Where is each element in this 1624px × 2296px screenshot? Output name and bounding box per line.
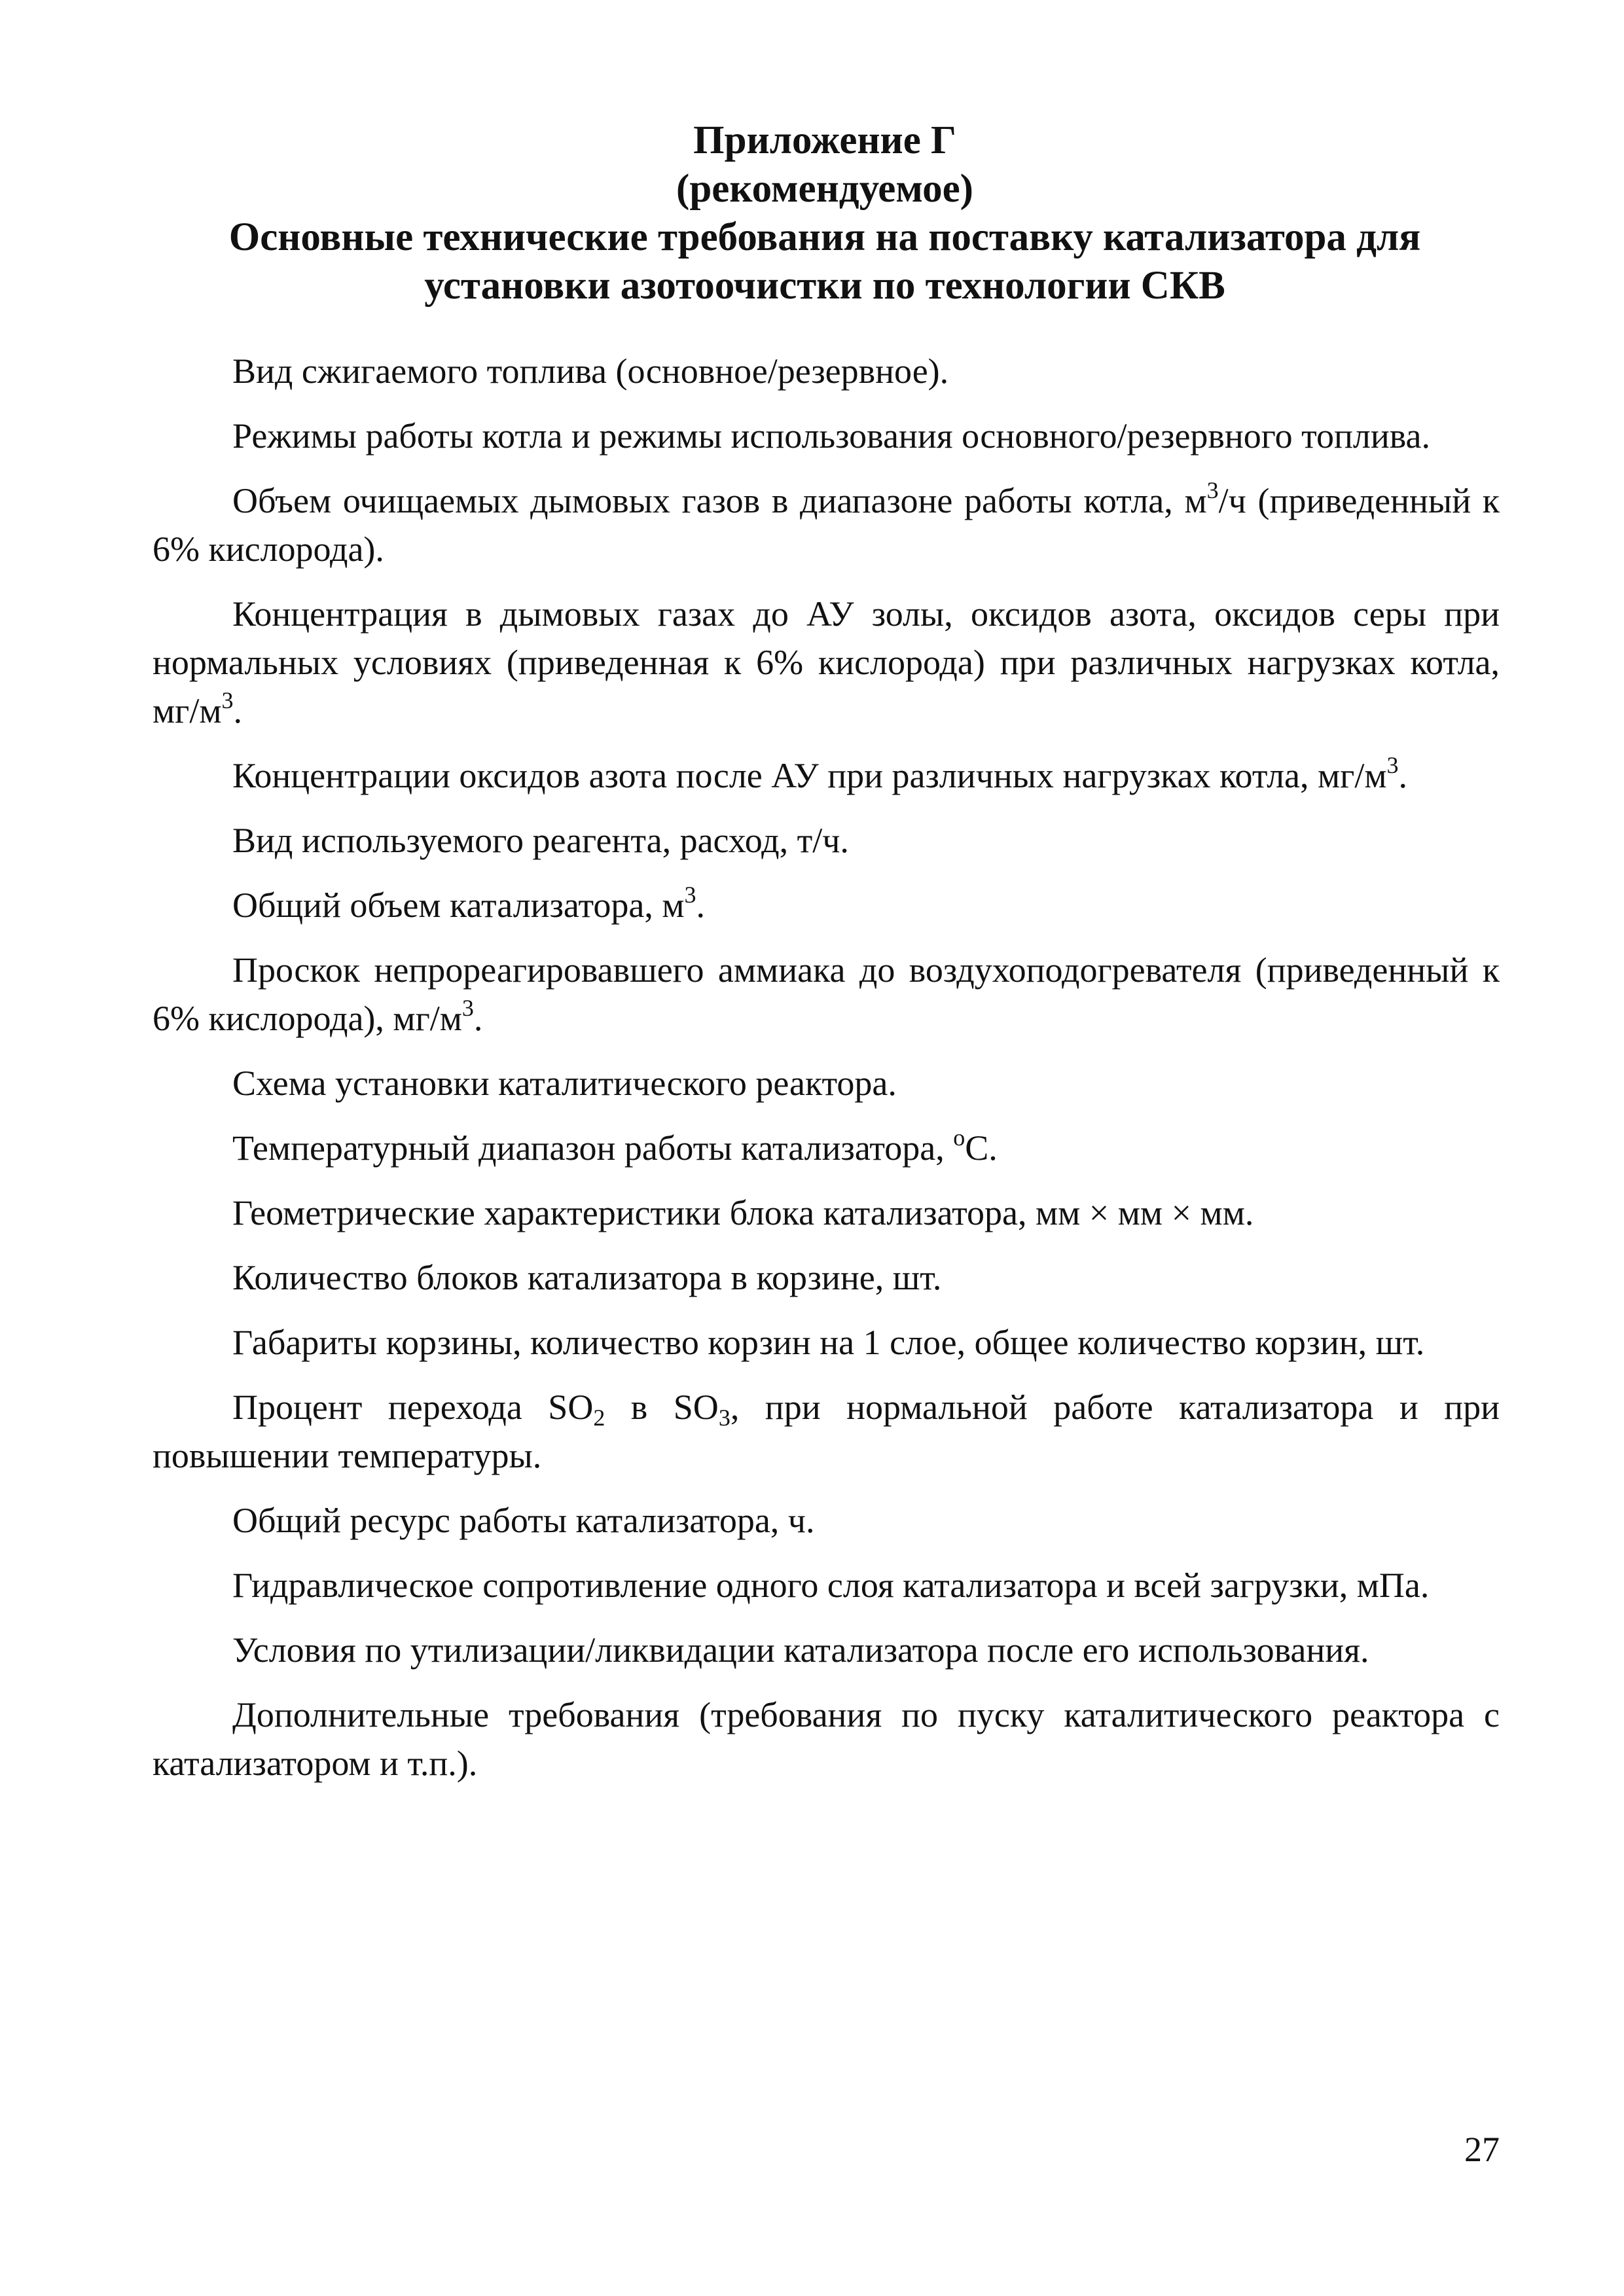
requirement-fuel-type: Вид сжигаемого топлива (основное/резервное). <box>232 351 949 391</box>
requirement-outlet-nox: Концентрации оксидов азота после АУ при различных нагрузках котла, $мг/м^3$. <box>232 752 1407 795</box>
requirements-list <box>153 347 1500 1804</box>
appendix-status: (рекомендуемое) <box>676 167 973 211</box>
requirement-reagent: Вид используемого реагента, расход, т/ч. <box>232 821 849 860</box>
requirement-inlet-concentration: Концентрация в дымовых газах до АУ золы, оксидов азота, оксидов серы при нормальных условиях (приведенная к 6% кислорода) при различных нагрузках котла, $мг/м^3$. <box>153 594 1500 730</box>
requirement-flue-gas-volume: Объем очищаемых дымовых газов в диапазоне работы котла, $м^3/ч$ (приведенный к 6% кислорода). <box>153 477 1500 569</box>
appendix-heading <box>151 117 1499 310</box>
requirement-additional: Дополнительные требования (требования по пуску каталитического реактора с катализатором и т.п.). <box>153 1695 1500 1783</box>
requirement-catalyst-volume: Общий объем катализатора, $м^3$. <box>232 882 706 925</box>
requirement-reactor-scheme: Схема установки каталитического реактора. <box>232 1064 897 1103</box>
requirement-boiler-modes: Режимы работы котла и режимы использования основного/резервного топлива. <box>232 416 1430 456</box>
requirement-block-geometry: Геометрические характеристики блока катализатора, мм × мм × мм. <box>232 1193 1254 1232</box>
requirement-pressure-drop: Гидравлическое сопротивление одного слоя катализатора и всей загрузки, мПа. <box>232 1566 1430 1605</box>
requirement-ammonia-slip: Проскок непрореагировавшего аммиака до воздухоподогревателя (приведенный к 6% кислорода), $мг/м^3$. <box>153 950 1500 1038</box>
appendix-subject-line-1: Основные технические требования на поставку катализатора для <box>228 215 1421 259</box>
requirement-temperature-range: Температурный диапазон работы катализатора, $^о$С. <box>232 1124 998 1168</box>
requirement-so2-conversion: Процент перехода $SO_2$ в $SO_3$, при нормальной работе катализатора и при повышении температуры. <box>153 1388 1500 1475</box>
page-number: 27 <box>1464 2130 1500 2169</box>
requirement-service-life: Общий ресурс работы катализатора, ч. <box>232 1501 815 1540</box>
requirement-basket-dimensions: Габариты корзины, количество корзин на 1 слое, общее количество корзин, шт. <box>232 1323 1425 1362</box>
requirement-disposal: Условия по утилизации/ликвидации катализатора после его использования. <box>232 1630 1369 1670</box>
requirement-blocks-per-basket: Количество блоков катализатора в корзине, шт. <box>232 1258 942 1297</box>
appendix-title: Приложение Г <box>693 118 956 162</box>
appendix-subject-line-2: установки азотоочистки по технологии СКВ <box>424 264 1225 308</box>
